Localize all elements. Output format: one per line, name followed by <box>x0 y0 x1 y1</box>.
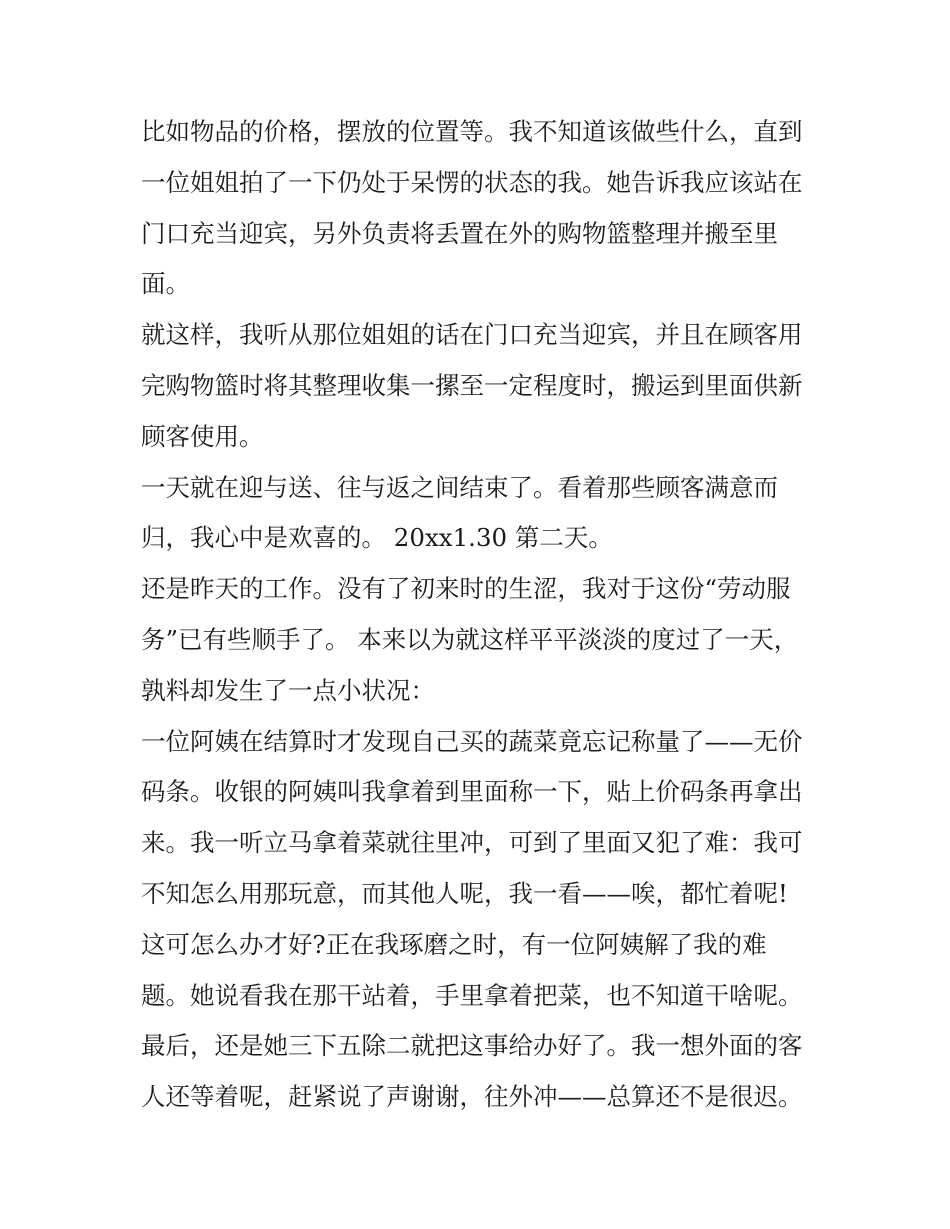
text-line: 这可怎么办才好?正在我琢磨之时，有一位阿姨解了我的难 <box>141 929 767 959</box>
text-line: 顾客使用。 <box>141 421 264 451</box>
text-line: 归，我心中是欢喜的。 20xx1.30 第二天。 <box>141 523 613 553</box>
text-line: 不知怎么用那玩意，而其他人呢，我一看——唉，都忙着呢! <box>141 878 788 908</box>
text-line: 码条。收银的阿姨叫我拿着到里面称一下，贴上价码条再拿出 <box>141 777 803 807</box>
text-line: 完购物篮时将其整理收集一摞至一定程度时，搬运到里面供新 <box>141 370 803 400</box>
text-line: 就这样，我听从那位姐姐的话在门口充当迎宾，并且在顾客用 <box>141 320 803 350</box>
text-line: 务”已有些顺手了。 本来以为就这样平平淡淡的度过了一天， <box>141 624 799 654</box>
text-line: 面。 <box>141 269 190 299</box>
body-text <box>141 107 821 1123</box>
text-line: 一天就在迎与送、往与返之间结束了。看着那些顾客满意而 <box>141 472 778 502</box>
text-line: 一位阿姨在结算时才发现自己买的蔬菜竟忘记称量了——无价 <box>141 726 803 756</box>
text-line: 一位姐姐拍了一下仍处于呆愣的状态的我。她告诉我应该站在 <box>141 167 803 197</box>
text-line: 来。我一听立马拿着菜就往里冲，可到了里面又犯了难：我可 <box>141 828 803 858</box>
text-line: 孰料却发生了一点小状况： <box>141 675 435 705</box>
text-line: 还是昨天的工作。没有了初来时的生涩，我对于这份“劳动服 <box>141 574 791 604</box>
text-line: 人还等着呢，赶紧说了声谢谢，往外冲——总算还不是很迟。 <box>141 1082 803 1112</box>
text-line: 最后，还是她三下五除二就把这事给办好了。我一想外面的客 <box>141 1031 803 1061</box>
text-line: 题。她说看我在那干站着，手里拿着把菜，也不知道干啥呢。 <box>141 980 803 1010</box>
text-line: 门口充当迎宾，另外负责将丢置在外的购物篮整理并搬至里 <box>141 218 778 248</box>
text-line: 比如物品的价格，摆放的位置等。我不知道该做些什么，直到 <box>141 117 803 146</box>
